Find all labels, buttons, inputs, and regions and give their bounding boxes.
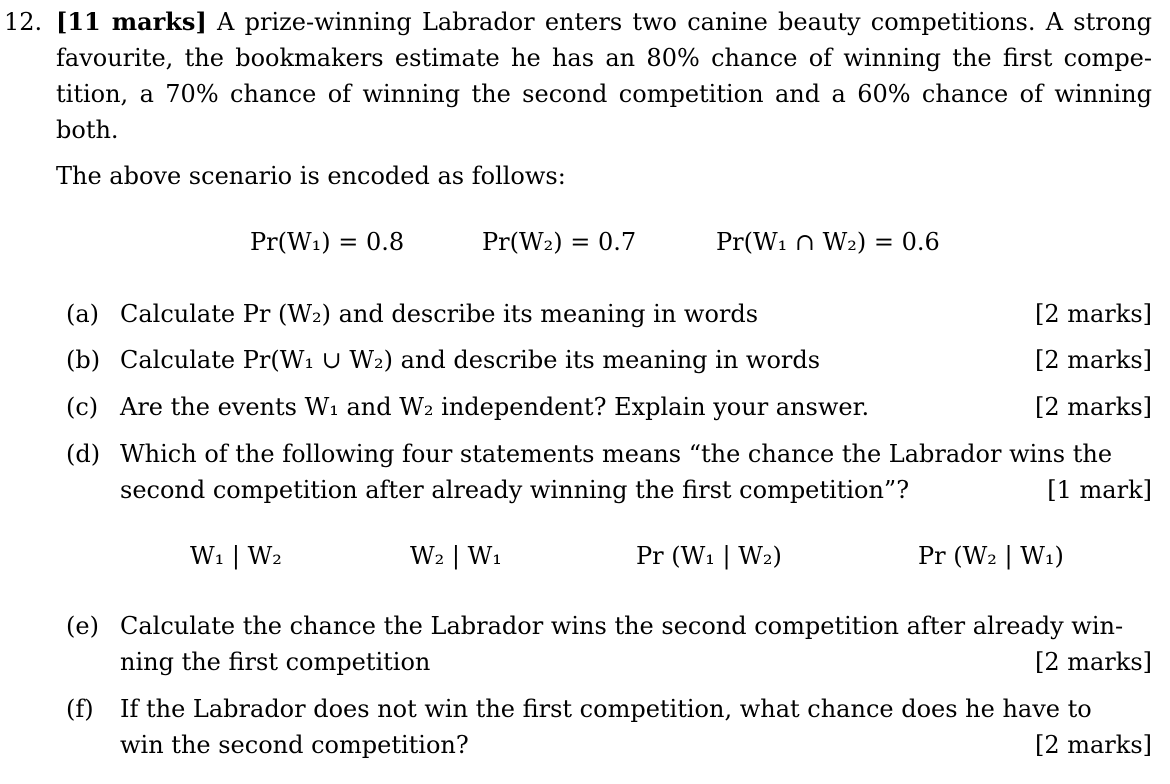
choice-pr-w1-given-w2: Pr (W₁ | W₂) bbox=[636, 542, 782, 570]
formula-pr-intersection: Pr(W₁ ∩ W₂) = 0.6 bbox=[716, 228, 940, 256]
formula-pr-w2: Pr(W₂) = 0.7 bbox=[482, 228, 637, 256]
part-f-text-line1: If the Labrador does not win the first competition, what chance does he have to bbox=[120, 695, 1092, 723]
part-b-marks: [2 marks] bbox=[1034, 346, 1152, 374]
choice-w2-given-w1: W₂ | W₁ bbox=[410, 542, 502, 570]
part-c-text: Are the events W₁ and W₂ independent? Explain your answer. bbox=[120, 393, 870, 421]
question-intro-text: A prize-winning Labrador enters two canine beauty competitions. A strong favourite, the bookmakers estimate he has an 80% chance of winning the first compe-tition, a 70% chance of winning the second competition and a 60% chance of winning both. bbox=[56, 8, 1152, 144]
part-c-label: (c) bbox=[66, 393, 99, 421]
choice-w1-given-w2: W₁ | W₂ bbox=[190, 542, 282, 570]
part-a-text: Calculate Pr (W₂) and describe its meaning in words bbox=[120, 300, 759, 328]
question-number: 12. bbox=[4, 8, 43, 36]
part-f-marks: [2 marks] bbox=[1034, 731, 1152, 759]
part-d-marks: [1 mark] bbox=[1047, 476, 1152, 504]
formula-pr-w1: Pr(W₁) = 0.8 bbox=[250, 228, 405, 256]
encoded-intro: The above scenario is encoded as follows: bbox=[56, 162, 566, 190]
question-marks: [11 marks] bbox=[56, 7, 207, 36]
part-e-text-line1: Calculate the chance the Labrador wins the second competition after already win- bbox=[120, 612, 1124, 640]
part-f-label: (f) bbox=[66, 695, 94, 723]
part-d-text-line2: second competition after already winning the first competition”? bbox=[120, 476, 910, 504]
part-e-marks: [2 marks] bbox=[1034, 648, 1152, 676]
choice-pr-w2-given-w1: Pr (W₂ | W₁) bbox=[918, 542, 1064, 570]
part-b-label: (b) bbox=[66, 346, 101, 374]
part-f-text-line2: win the second competition? bbox=[120, 731, 469, 759]
part-a-label: (a) bbox=[66, 300, 100, 328]
part-b-text: Calculate Pr(W₁ ∪ W₂) and describe its meaning in words bbox=[120, 346, 821, 374]
part-e bbox=[66, 608, 1152, 680]
part-d-text-line1: Which of the following four statements means “the chance the Labrador wins the bbox=[120, 440, 1113, 468]
part-f bbox=[66, 691, 1152, 763]
part-d-label: (d) bbox=[66, 440, 101, 468]
part-c-marks: [2 marks] bbox=[1034, 393, 1152, 421]
part-a-marks: [2 marks] bbox=[1034, 300, 1152, 328]
part-e-label: (e) bbox=[66, 612, 99, 640]
part-e-text-line2: ning the first competition bbox=[120, 648, 431, 676]
part-d bbox=[66, 436, 1152, 508]
question-intro bbox=[56, 4, 1152, 148]
